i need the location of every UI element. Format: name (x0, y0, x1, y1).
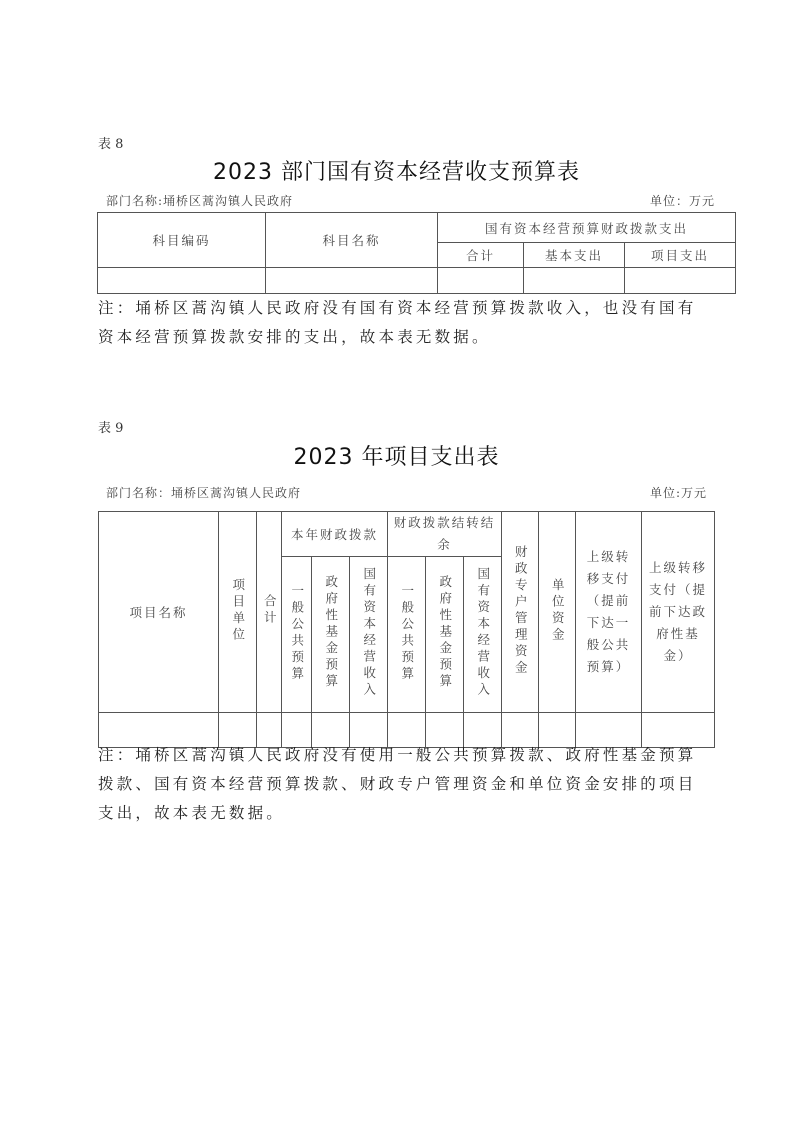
header-general-public-budget (282, 557, 312, 713)
header-text: 一般公共预算 (289, 583, 305, 683)
header-text: 合计 (262, 594, 278, 627)
table9-label: 表 9 (98, 421, 124, 436)
header-basic-expenditure: 基本支出 (524, 243, 625, 268)
table-cell (98, 268, 266, 294)
table9-title: 2023 年项目支出表 (293, 445, 500, 470)
header-state-capital-expenditure: 国有资本经营预算财政拨款支出 (438, 213, 736, 243)
table-cell (625, 268, 736, 294)
header-state-capital-income-carry (464, 557, 502, 713)
header-unit-funds (539, 512, 576, 713)
table-cell (438, 268, 524, 294)
table8-grid (97, 212, 736, 294)
header-state-capital-income (350, 557, 388, 713)
header-text: 国有资本经营收入 (475, 567, 491, 699)
header-total (257, 512, 282, 713)
header-transfer-general-budget: 上级转移支付（提前下达一般公共预算） (576, 512, 642, 713)
table-cell (524, 268, 625, 294)
header-carryover-balance: 财政拨款结转结余 (388, 512, 502, 557)
header-text: 政府性基金预算 (323, 575, 339, 691)
header-text: 项目单位 (230, 577, 246, 644)
header-text: 单位资金 (550, 577, 566, 644)
header-project-unit (219, 512, 257, 713)
table8-department: 部门名称:埇桥区蒿沟镇人民政府 (106, 194, 294, 208)
header-transfer-gov-fund: 上级转移支付（提前下达政府性基金） (642, 512, 715, 713)
note-line: 资本经营预算拨款安排的支出，故本表无数据。 (98, 328, 491, 346)
note-line: 注：埇桥区蒿沟镇人民政府没有使用一般公共预算拨款、政府性基金预算 (98, 746, 697, 764)
table-cell (266, 268, 438, 294)
header-text: 政府性基金预算 (437, 575, 453, 691)
header-special-account-funds (502, 512, 539, 713)
table8-title: 2023 部门国有资本经营收支预算表 (213, 160, 580, 185)
header-current-year-appropriation: 本年财政拨款 (282, 512, 388, 557)
header-project-name (99, 512, 219, 713)
note-line: 注：埇桥区蒿沟镇人民政府没有国有资本经营预算拨款收入，也没有国有 (98, 299, 697, 317)
table9-unit: 单位:万元 (650, 486, 708, 500)
table9-department: 部门名称：埇桥区蒿沟镇人民政府 (106, 486, 302, 500)
table-row (98, 268, 736, 294)
header-text: 项目名称 (129, 605, 188, 620)
header-gov-fund-budget (312, 557, 350, 713)
header-general-public-budget-carry (388, 557, 426, 713)
header-text: 一般公共预算 (399, 583, 415, 683)
table9-note (98, 741, 718, 828)
table8-unit: 单位：万元 (650, 194, 716, 208)
table9-grid (98, 511, 715, 748)
table8-note (98, 294, 718, 352)
table8-label: 表 8 (98, 137, 124, 152)
header-project-expenditure: 项目支出 (625, 243, 736, 268)
header-gov-fund-budget-carry (426, 557, 464, 713)
note-line: 拨款、国有资本经营预算拨款、财政专户管理资金和单位资金安排的项目 (98, 775, 697, 793)
header-text: 国有资本经营收入 (361, 567, 377, 699)
header-total: 合计 (438, 243, 524, 268)
header-subject-code: 科目编码 (98, 213, 266, 268)
header-text: 财政专户管理资金 (513, 544, 529, 677)
note-line: 支出，故本表无数据。 (98, 804, 286, 822)
header-subject-name: 科目名称 (266, 213, 438, 268)
